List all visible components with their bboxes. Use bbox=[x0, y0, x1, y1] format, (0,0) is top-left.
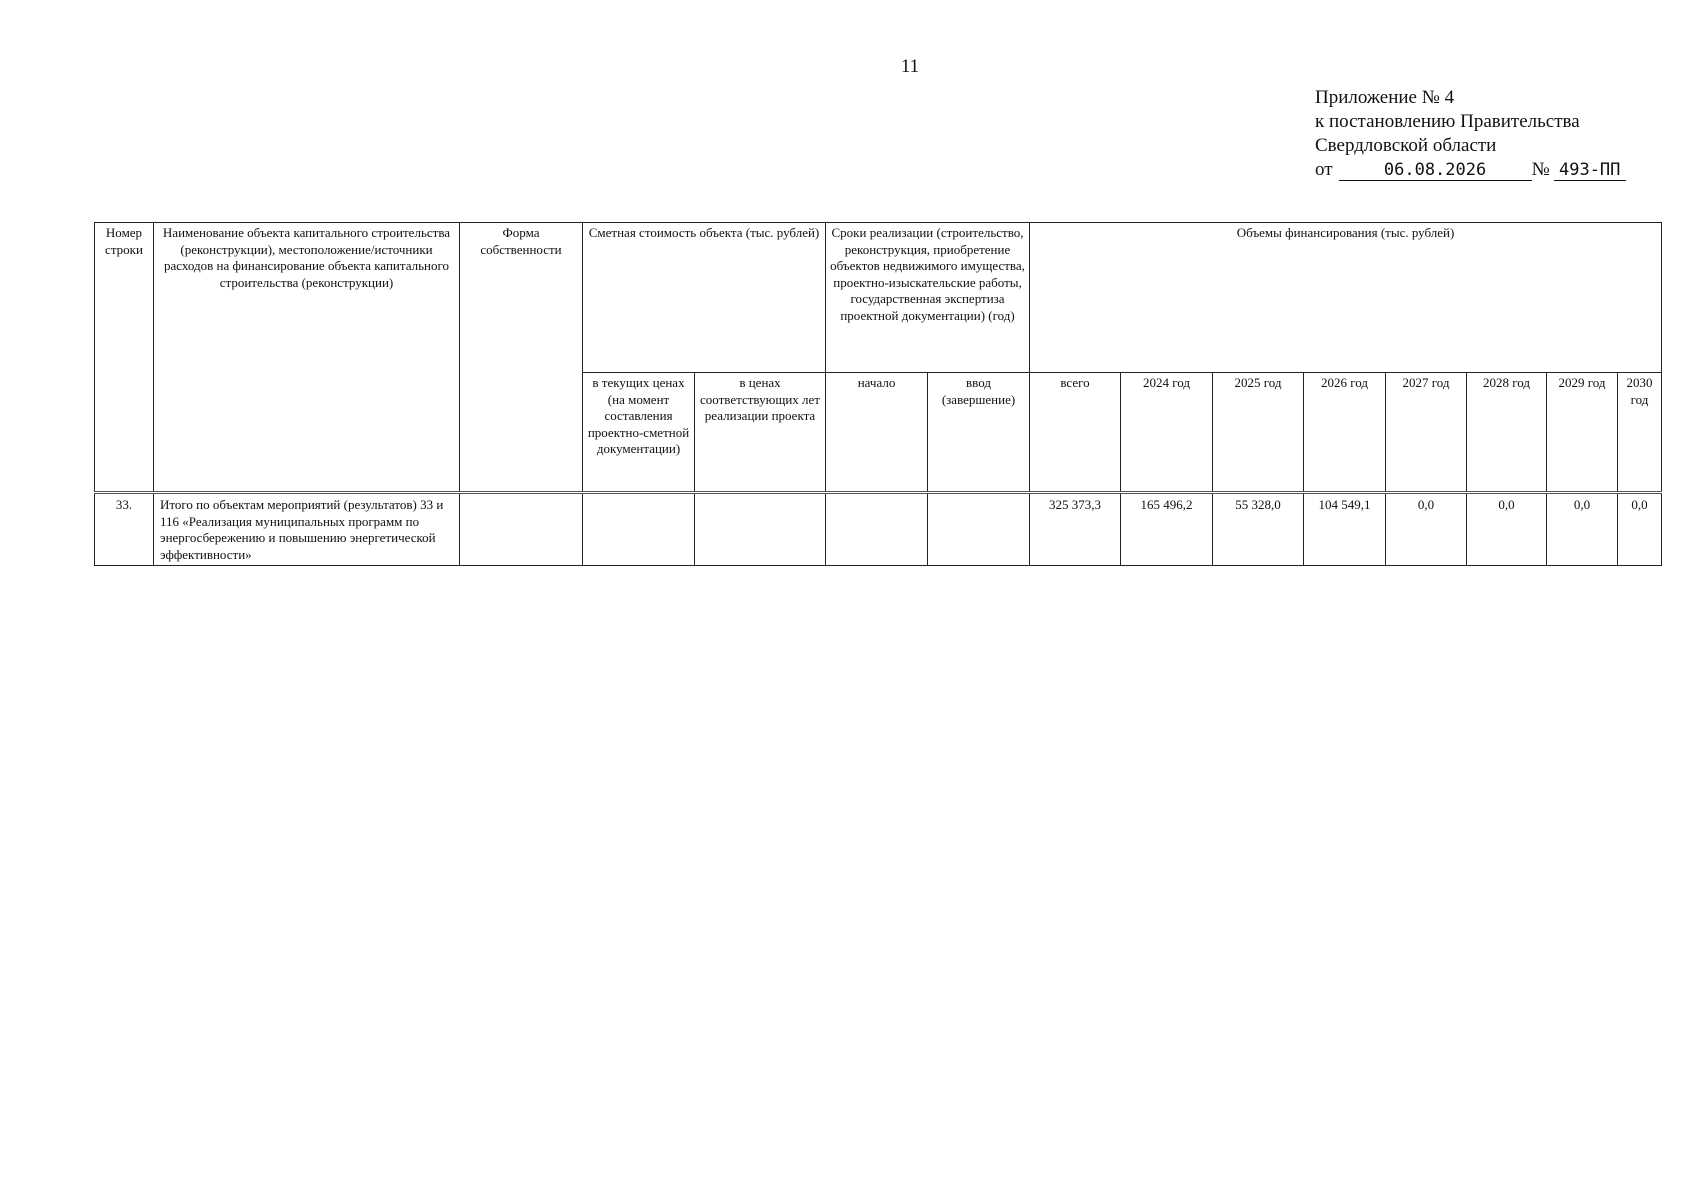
cell-finish bbox=[928, 493, 1030, 566]
cell-total: 325 373,3 bbox=[1030, 493, 1121, 566]
appendix-title: Приложение № 4 bbox=[1315, 87, 1455, 108]
cell-2026: 104 549,1 bbox=[1304, 493, 1386, 566]
financing-table bbox=[94, 222, 1662, 566]
decree-number: 493-ПП bbox=[1554, 160, 1626, 181]
cell-2025: 55 328,0 bbox=[1213, 493, 1304, 566]
header-row-number: Номер строки bbox=[95, 223, 154, 493]
header-financing: Объемы финансирования (тыс. рублей) bbox=[1030, 223, 1662, 373]
subheader-year-2025: 2025 год bbox=[1213, 373, 1304, 493]
appendix-decree: к постановлению Правительства bbox=[1315, 111, 1580, 132]
subheader-year-2027: 2027 год bbox=[1386, 373, 1467, 493]
header-row-main bbox=[95, 223, 1662, 373]
appendix-block bbox=[1315, 86, 1655, 182]
cell-start bbox=[826, 493, 928, 566]
header-object-name: Наименование объекта капитального строительства (реконструкции), местоположение/источники расходов на финансирование объекта капитального строительства (реконструкции) bbox=[154, 223, 460, 493]
appendix-region: Свердловской области bbox=[1315, 135, 1497, 156]
cell-row-number: 33. bbox=[95, 493, 154, 566]
subheader-year-2029: 2029 год bbox=[1547, 373, 1618, 493]
decree-date: 06.08.2026 bbox=[1339, 160, 1532, 181]
subheader-year-2028: 2028 год bbox=[1467, 373, 1547, 493]
table-row bbox=[95, 493, 1662, 566]
subheader-cost-current: в текущих ценах (на момент составления проектно-сметной документации) bbox=[583, 373, 695, 493]
cell-2029: 0,0 bbox=[1547, 493, 1618, 566]
subheader-start: начало bbox=[826, 373, 928, 493]
header-estimated-cost: Сметная стоимость объекта (тыс. рублей) bbox=[583, 223, 826, 373]
cell-2024: 165 496,2 bbox=[1121, 493, 1213, 566]
cell-2027: 0,0 bbox=[1386, 493, 1467, 566]
page-number: 11 bbox=[900, 56, 920, 77]
cell-2030: 0,0 bbox=[1618, 493, 1662, 566]
appendix-date-line bbox=[1315, 158, 1655, 182]
cell-ownership bbox=[460, 493, 583, 566]
cell-2028: 0,0 bbox=[1467, 493, 1547, 566]
subheader-year-2024: 2024 год bbox=[1121, 373, 1213, 493]
subheader-cost-years: в ценах соответствующих лет реализации проекта bbox=[695, 373, 826, 493]
number-prefix: № bbox=[1531, 159, 1550, 180]
cell-object-name: Итого по объектам мероприятий (результатов) 33 и 116 «Реализация муниципальных программ по энергосбережению и повышению энергетической эффективности» bbox=[154, 493, 460, 566]
date-prefix: от bbox=[1315, 159, 1333, 180]
header-implementation-terms: Сроки реализации (строительство, реконструкция, приобретение объектов недвижимого имущества, проектно-изыскательские работы, государственная экспертиза проектной документации) (год) bbox=[826, 223, 1030, 373]
subheader-finish: ввод (завершение) bbox=[928, 373, 1030, 493]
subheader-total: всего bbox=[1030, 373, 1121, 493]
subheader-year-2026: 2026 год bbox=[1304, 373, 1386, 493]
cell-cost-years bbox=[695, 493, 826, 566]
cell-cost-current bbox=[583, 493, 695, 566]
header-ownership: Форма собственности bbox=[460, 223, 583, 493]
subheader-year-2030: 2030 год bbox=[1618, 373, 1662, 493]
